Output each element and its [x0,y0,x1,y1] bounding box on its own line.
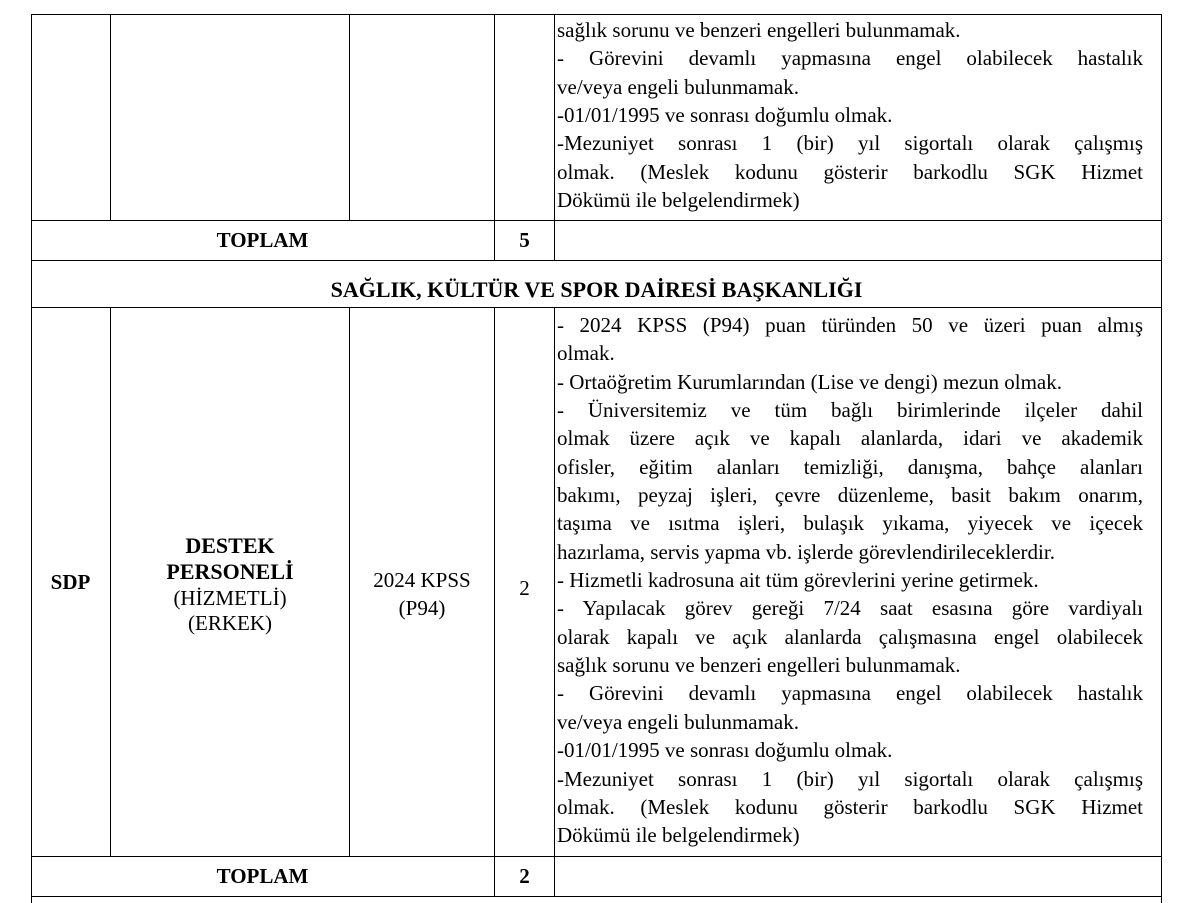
top-requirements-cell [557,16,1143,214]
row-rule-2 [31,260,1162,261]
requirement-line: ve/veya engeli bulunmamak. [557,74,800,99]
requirement-line: hazırlama, servis yapma vb. işlerde görevlendirileceklerdir. [557,539,1055,564]
requirement-line: - Görevini devamlı yapmasına engel olabilecek hastalık [557,681,1143,706]
requirement-line: sağlık sorunu ve benzeri engelleri bulunmamak. [557,18,961,42]
requirement-line: olmak. (Meslek kodunu gösterir barkodlu SGK Hizmet [557,794,1143,819]
requirement-line: -Mezuniyet sonrası 1 (bir) yıl sigortalı olarak çalışmış [557,131,1143,156]
requirement-line: taşıma ve ısıtma işleri, bulaşık yıkama, yiyecek ve içecek [557,511,1143,536]
exam-type-cell [350,308,494,856]
requirement-line: olmak üzere açık ve kapalı alanlarda, idari ve akademik [557,426,1143,451]
requirement-line: sağlık sorunu ve benzeri engelleri bulunmamak. [557,653,961,678]
requirement-line: ofisler, eğitim alanları temizliği, danışma, bahçe alanları [557,454,1143,479]
requirement-line: Dökümü ile belgelendirmek) [557,823,800,848]
requirement-line: olarak kapalı ve açık alanlarda çalışmasına engel olabilecek [557,624,1143,649]
requirement-line: olmak. (Meslek kodunu gösterir barkodlu SGK Hizmet [557,159,1143,184]
total-label: TOPLAM [216,228,309,252]
requirement-line: Dökümü ile belgelendirmek) [557,188,800,213]
col-divider-2 [349,14,350,220]
requirement-line: - Görevini devamlı yapmasına engel olabilecek hastalık [557,46,1143,71]
position-title-cell [111,308,349,856]
row-rule-5 [31,896,1162,897]
requirement-line: - Üniversitemiz ve tüm bağlı birimlerinde ilçeler dahil [557,398,1143,423]
requirement-line: - Ortaöğretim Kurumlarından (Lise ve dengi) mezun olmak. [557,369,1063,394]
position-title-line: DESTEK [185,532,275,558]
requirement-line: - 2024 KPSS (P94) puan türünden 50 ve üzeri puan almış [557,313,1143,337]
table-border-right [1161,14,1162,903]
section-header: SAĞLIK, KÜLTÜR VE SPOR DAİRESİ BAŞKANLIĞI [330,276,863,302]
col-divider-1 [110,14,111,220]
position-subtitle-line: (ERKEK) [188,610,272,635]
position-code: SDP [50,569,91,594]
position-subtitle-line: (HİZMETLİ) [173,585,287,610]
total-value: 2 [519,864,530,888]
requirement-line: - Hizmetli kadrosuna ait tüm görevlerini yerine getirmek. [557,568,1039,593]
requirement-line: - Yapılacak görev gereği 7/24 saat esasına göre vardiyalı [557,596,1143,621]
position-title-line: PERSONELİ [166,558,294,584]
table-border-top [31,14,1162,15]
sdp-requirements-cell [557,311,1143,850]
requirement-line: -Mezuniyet sonrası 1 (bir) yıl sigortalı olarak çalışmış [557,766,1143,791]
requirement-line: bakımı, peyzaj işleri, çevre düzenleme, basit bakım onarım, [557,483,1143,508]
requirement-line: -01/01/1995 ve sonrası doğumlu olmak. [557,103,893,128]
position-count: 2 [519,575,530,600]
requirement-line: ve/veya engeli bulunmamak. [557,709,800,734]
total-label: TOPLAM [216,864,309,888]
col-divider-8 [554,307,555,896]
requirement-line: -01/01/1995 ve sonrası doğumlu olmak. [557,738,893,763]
total-value: 5 [519,228,530,252]
exam-type-line: (P94) [398,596,446,620]
col-divider-4 [554,14,555,260]
exam-type-line: 2024 KPSS [373,568,471,592]
requirement-line: olmak. [557,341,615,366]
